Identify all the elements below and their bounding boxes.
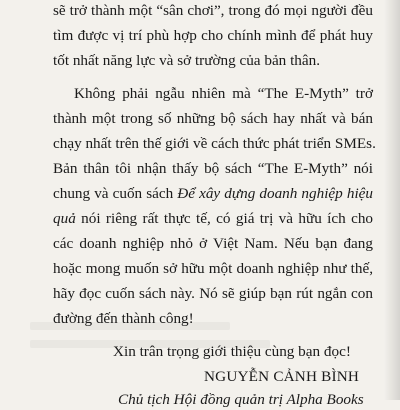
text-line: tốt nhất năng lực và sở trường của bản thân. [53, 52, 321, 69]
text-line: Không phải ngẫu nhiên mà “The E-Myth” trở [74, 85, 373, 102]
text-line: chạy nhất trên thế giới về cách thức phát triển SMEs. [53, 135, 376, 152]
page-edge-shadow [384, 0, 400, 400]
text-line-with-title [53, 184, 373, 204]
book-title: Để xây dựng doanh nghiệp hiệu [177, 185, 373, 202]
text-line: hoặc mong muốn sở hữu một doanh nghiệp như thế, [53, 260, 373, 277]
text-line: đường đến thành công! [53, 310, 194, 327]
text-line: hãy đọc cuốn sách này. Nó sẽ giúp bạn rút ngắn con [53, 285, 373, 302]
book-title: quả [53, 210, 76, 227]
signature-role: Chủ tịch Hội đồng quản trị Alpha Books [118, 391, 364, 408]
text-line: thành một trong số những bộ sách hay nhất và bán [53, 110, 373, 127]
text-line: sẽ trở thành một “sân chơi”, trong đó mọi người đều [53, 2, 373, 19]
text-segment: nói riêng rất thực tế, có giá trị và hữu ích cho [81, 210, 374, 227]
signature-name: NGUYỄN CẢNH BÌNH [204, 368, 360, 385]
text-line: Bản thân tôi nhận thấy bộ sách “The E-Myth” nói [53, 160, 373, 177]
closing-line: Xin trân trọng giới thiệu cùng bạn đọc! [113, 343, 351, 360]
text-line: các doanh nghiệp nhỏ ở Việt Nam. Nếu bạn đang [53, 235, 373, 252]
text-segment: chung và cuốn sách [53, 185, 174, 202]
text-line: tìm được vị trí phù hợp cho chính mình để phát huy [53, 27, 373, 44]
book-page [53, 0, 376, 408]
text-line-with-title [53, 209, 373, 229]
